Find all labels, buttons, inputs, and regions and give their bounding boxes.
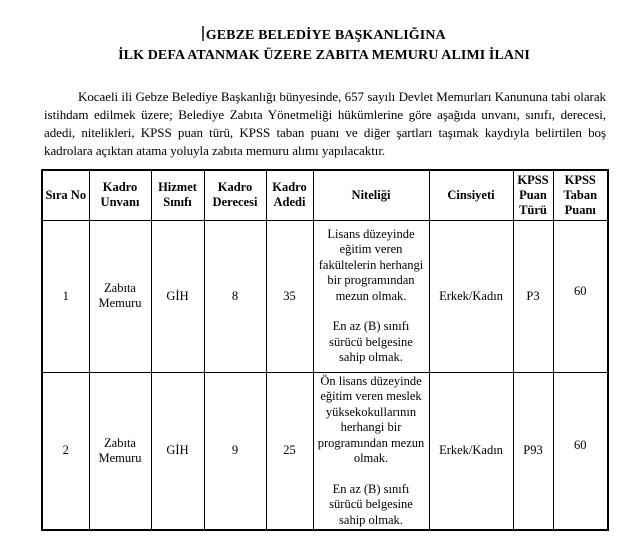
intro-paragraph: Kocaeli ili Gebze Belediye Başkanlığı bünyesinde, 657 sayılı Devlet Memurları Kanununa tabi olarak istihdam edilmek üzere; Belediye Zabıta Yönetmeliği hükümlerine göre aşağıda unvanı, sınıfı, derecesi, adedi, nitelikleri, KPSS puan türü, KPSS taban puanı ve diğer şartları taşımak kaydıyla belirtilen boş kadrolara açıktan atama yoluyla zabıta memuru alımı yapılacaktır. (44, 89, 606, 158)
col-header-kpss-taban-puani: KPSS Taban Puanı (553, 170, 608, 220)
cell-niteligi (313, 220, 429, 372)
cell-hizmet-sinifi: GİH (151, 372, 204, 530)
niteligi-education-requirement: Lisans düzeyinde eğitim veren fakültelerin herhangi bir programından mezun olmak. (318, 226, 424, 303)
cell-niteligi (313, 372, 429, 530)
cell-kadro-unvani: Zabıta Memuru (89, 220, 151, 372)
title-line-1-text: GEBZE BELEDİYE BAŞKANLIĞINA (205, 28, 446, 43)
col-header-kadro-derecesi: Kadro Derecesi (204, 170, 266, 220)
col-header-kpss-puan-turu: KPSS Puan Türü (513, 170, 553, 220)
cell-sira-no: 1 (42, 220, 89, 372)
col-header-sira-no: Sıra No (42, 170, 89, 220)
col-header-kadro-adedi: Kadro Adedi (266, 170, 313, 220)
cell-kpss-taban-puani (553, 372, 608, 530)
col-header-cinsiyeti: Cinsiyeti (429, 170, 513, 220)
niteligi-license-requirement: En az (B) sınıfı sürücü belgesine sahip olmak. (329, 481, 413, 527)
cell-kadro-adedi: 25 (266, 372, 313, 530)
cell-kpss-puan-turu: P3 (513, 220, 553, 372)
table-header-row (42, 170, 608, 220)
cell-cinsiyeti: Erkek/Kadın (429, 220, 513, 372)
cell-kadro-unvani: Zabıta Memuru (89, 372, 151, 530)
cell-kadro-adedi: 35 (266, 220, 313, 372)
kpss-taban-puani-value: 60 (574, 438, 587, 453)
col-header-niteligi: Niteliği (313, 170, 429, 220)
cell-kadro-derecesi: 9 (204, 372, 266, 530)
table-row (42, 220, 608, 372)
text-cursor (202, 26, 204, 41)
col-header-hizmet-sinifi: Hizmet Sınıfı (151, 170, 204, 220)
cell-hizmet-sinifi: GİH (151, 220, 204, 372)
cell-kpss-taban-puani (553, 220, 608, 372)
cell-kpss-puan-turu: P93 (513, 372, 553, 530)
title-line-2: İLK DEFA ATANMAK ÜZERE ZABITA MEMURU ALIMI İLANI (118, 48, 530, 63)
document-title (41, 0, 607, 66)
title-line-1 (41, 26, 607, 46)
table-row (42, 372, 608, 530)
job-posting-table (41, 169, 609, 531)
cell-sira-no: 2 (42, 372, 89, 530)
cell-cinsiyeti: Erkek/Kadın (429, 372, 513, 530)
niteligi-education-requirement: Ön lisans düzeyinde eğitim veren meslek yüksekokullarının herhangi bir programından mezun olmak. (317, 373, 425, 465)
col-header-kadro-unvani: Kadro Unvanı (89, 170, 151, 220)
niteligi-license-requirement: En az (B) sınıfı sürücü belgesine sahip olmak. (329, 319, 413, 364)
kpss-taban-puani-value: 60 (574, 283, 587, 298)
cell-kadro-derecesi: 8 (204, 220, 266, 372)
